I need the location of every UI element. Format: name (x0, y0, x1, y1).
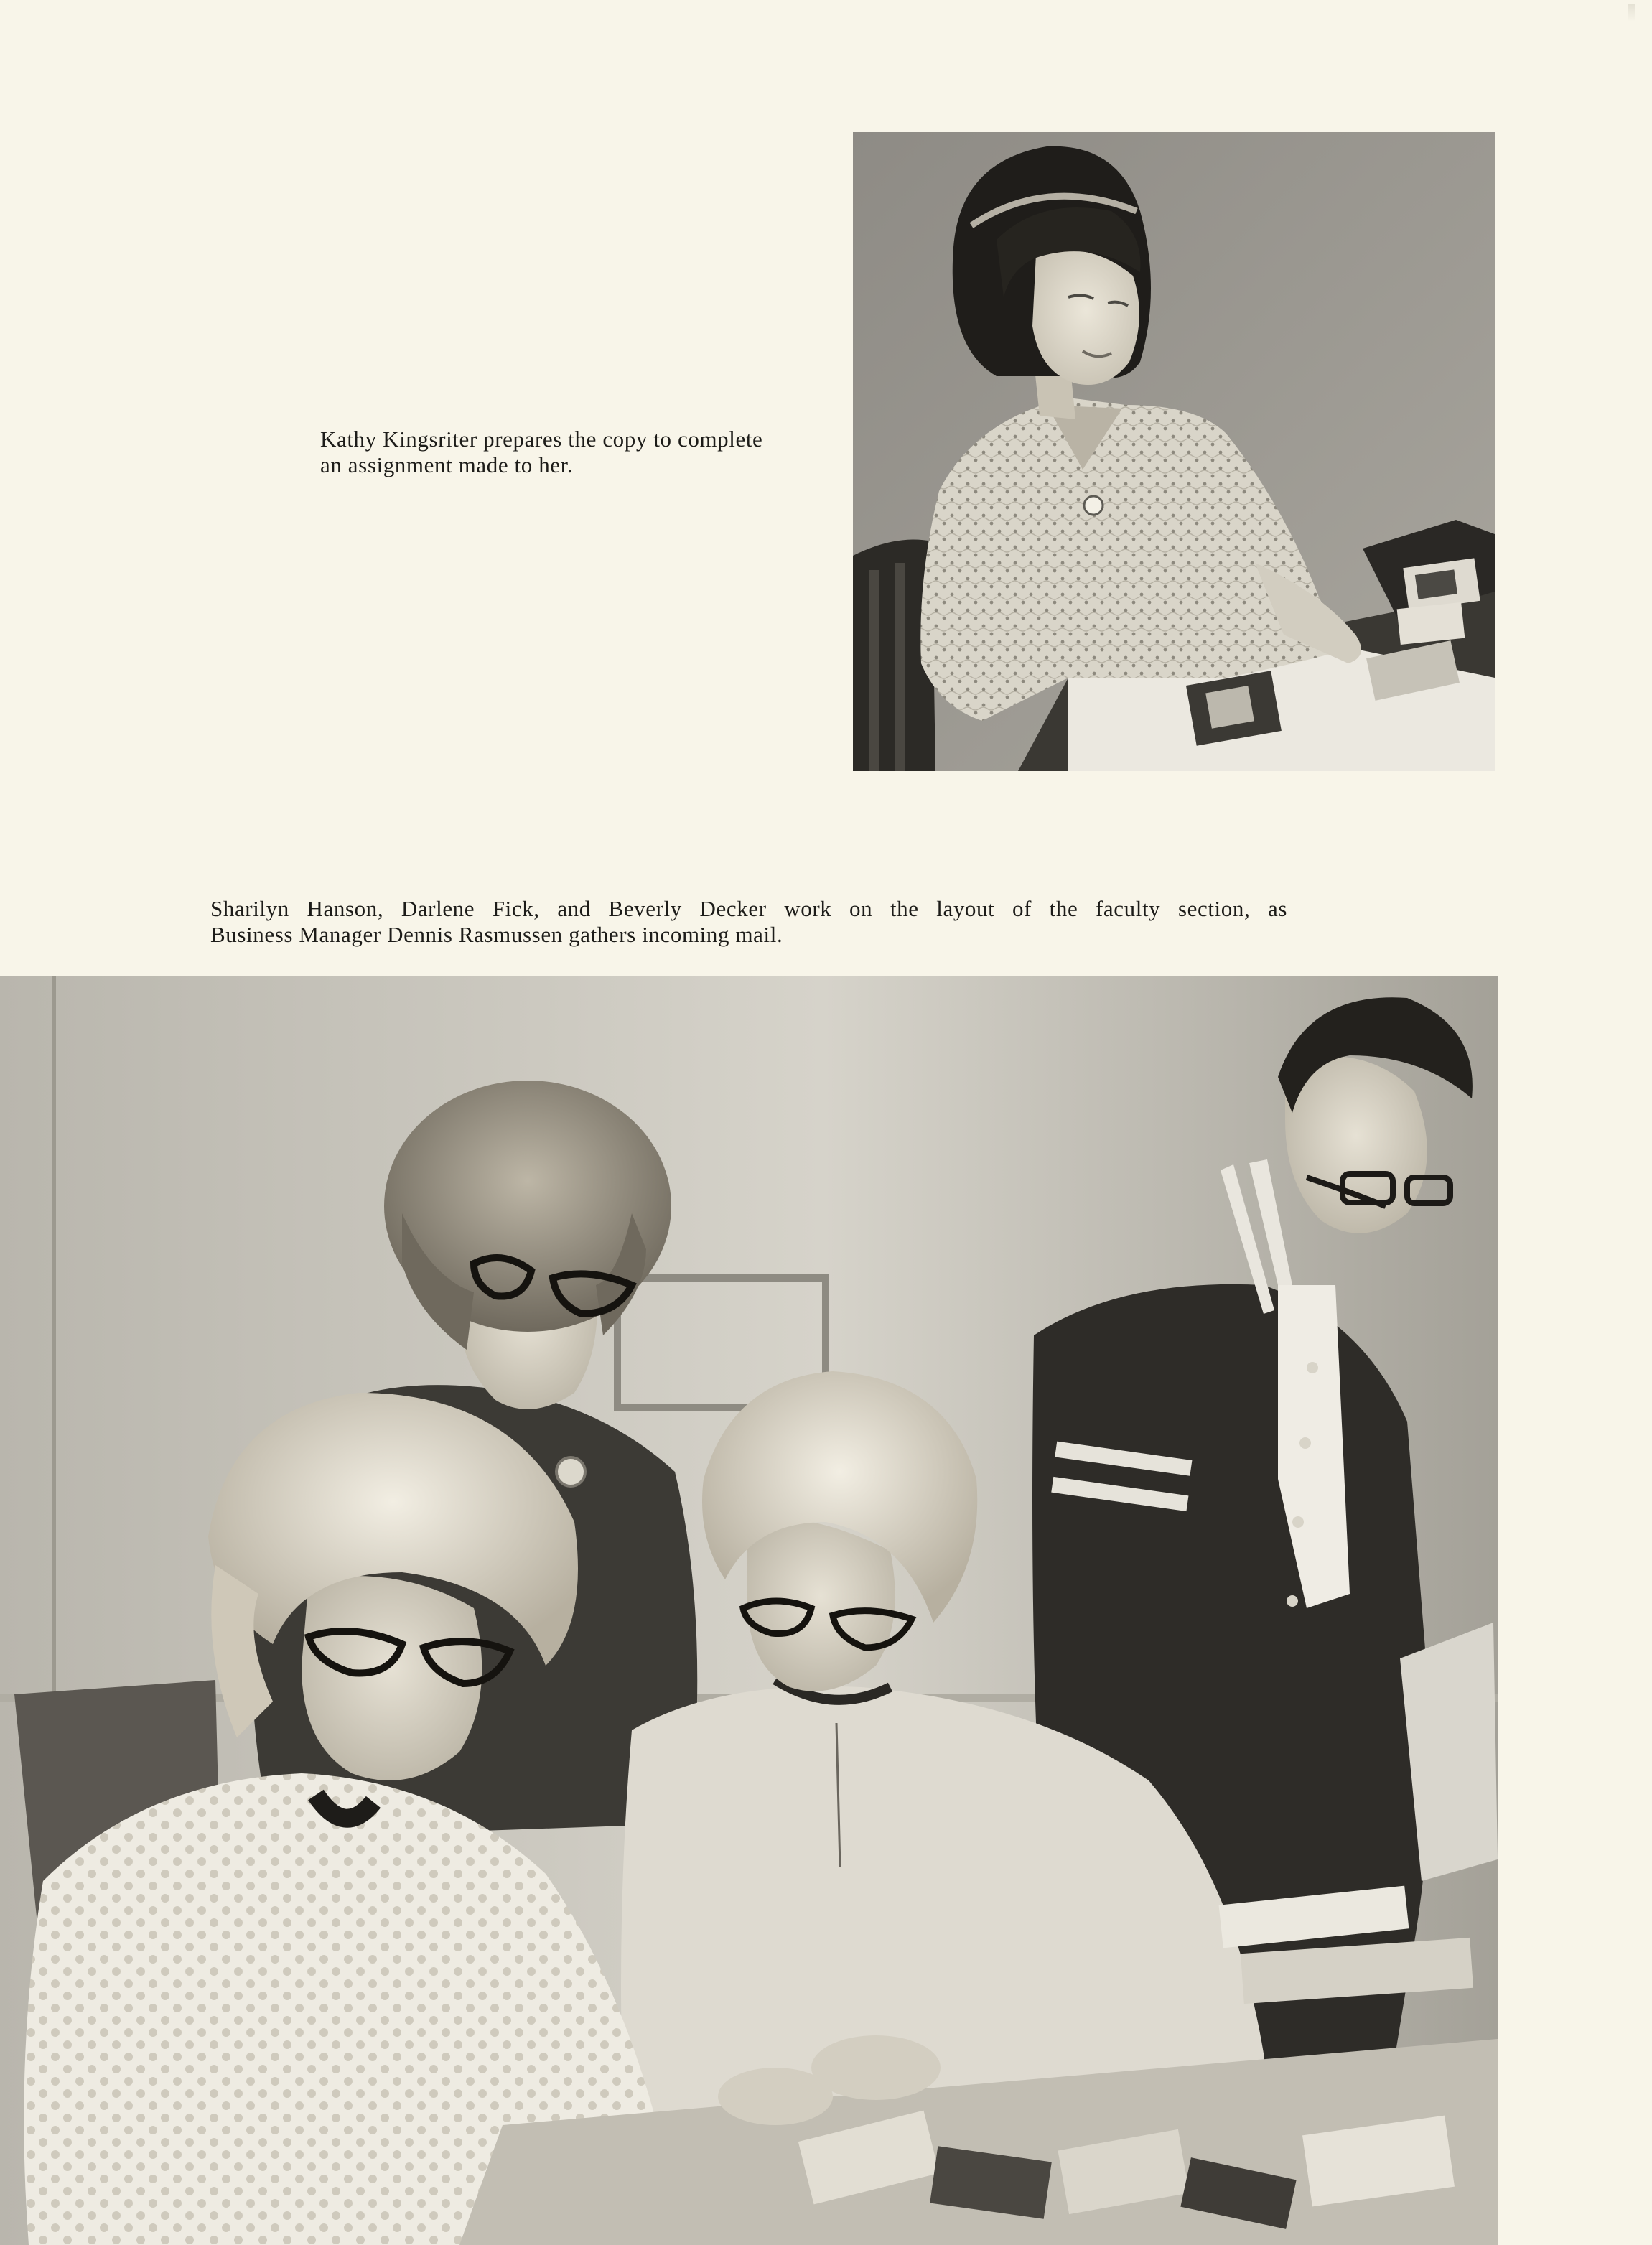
scan-speck (1628, 4, 1635, 22)
caption-line: Business Manager Dennis Rasmussen gathers incoming mail. (210, 922, 783, 947)
caption-line: Kathy Kingsriter prepares the copy to complete (320, 426, 763, 452)
photo-student-at-desk (853, 132, 1495, 771)
caption-student-at-desk (320, 426, 837, 478)
caption-line: Sharilyn Hanson, Darlene Fick, and Beverly Decker work on the layout of the faculty section, as (210, 896, 1287, 921)
photo-layout-team (0, 976, 1498, 2245)
caption-layout-team (210, 896, 1287, 948)
caption-line: an assignment made to her. (320, 452, 574, 477)
